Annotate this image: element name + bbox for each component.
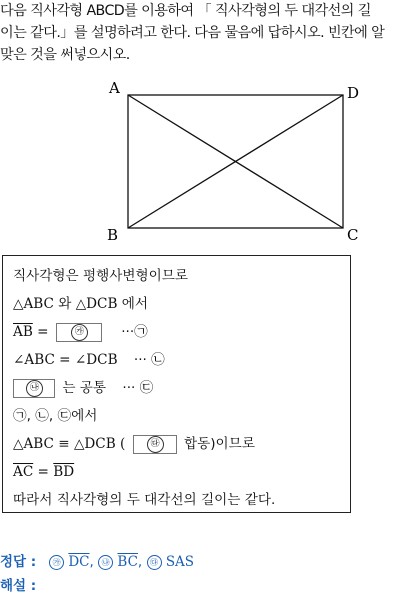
proof-text-1: 직사각형은 평행사변형이므로 <box>13 268 189 284</box>
equals-sign: = <box>37 324 49 340</box>
segment-ab: $\overline{AB}$ <box>13 324 33 340</box>
proof-line-8 <box>13 458 350 486</box>
vertex-a: A <box>109 80 120 97</box>
congruence-suffix: 합동)이므로 <box>183 436 255 452</box>
conclusion-text: 따라서 직사각형의 두 대각선의 길이는 같다. <box>13 492 276 508</box>
problem-statement <box>0 0 400 66</box>
blank-ga[interactable] <box>56 323 102 342</box>
common-text: 는 공통 <box>62 380 107 396</box>
vertex-b: B <box>107 226 119 244</box>
proof-text-6: ㉠, ㉡, ㉢에서 <box>13 408 98 424</box>
blank-ga-marker: ㉮ <box>71 324 88 341</box>
problem-line-1: 다음 직사각형 ABCD를 이용하여 「 직사각형의 두 대각선의 길 <box>0 3 371 19</box>
blank-da-marker: ㉰ <box>147 436 164 453</box>
proof-box <box>2 255 351 513</box>
ref-2: ··· ㉡ <box>133 352 165 368</box>
problem-line-2: 이는 같다.」를 설명하려고 한다. 다음 물음에 답하시오. 빈칸에 알 <box>0 25 385 41</box>
answer-value-1: $\overline{DC}$ <box>68 554 90 570</box>
angle-equation: ∠ABC = ∠DCB <box>13 352 118 368</box>
problem-line-3: 맞은 것을 써넣으시오. <box>0 47 130 63</box>
proof-line-3 <box>13 318 350 346</box>
proof-line-4 <box>13 346 350 374</box>
blank-na-marker: ㉯ <box>26 380 43 397</box>
blank-na[interactable] <box>13 379 55 398</box>
proof-line-6 <box>13 402 350 430</box>
ref-1: ···㉠ <box>121 324 148 340</box>
vertex-c: C <box>347 226 359 244</box>
blank-da[interactable] <box>133 435 177 454</box>
segment-ac: $\overline{AC}$ <box>13 464 34 480</box>
answer-marker-3: ㉰ <box>147 555 162 570</box>
answer-marker-2: ㉯ <box>98 555 113 570</box>
answer-section: 정답 : ㉮ $\overline{DC}$, ㉯ $\overline{BC}$, ㉰ SAS <box>0 554 195 570</box>
answer-value-3: SAS <box>165 554 195 570</box>
equals-sign-2: = <box>37 464 49 480</box>
answer-marker-1: ㉮ <box>49 555 64 570</box>
proof-line-2 <box>13 290 350 318</box>
proof-line-5 <box>13 374 350 402</box>
congruence-text: △ABC ≡ △DCB ( <box>13 436 126 452</box>
proof-line-1 <box>13 262 350 290</box>
proof-line-7 <box>13 430 350 458</box>
explanation-label: 해설 : <box>0 578 37 594</box>
answer-value-2: $\overline{BC}$ <box>117 554 138 570</box>
proof-text-2: △ABC 와 △DCB 에서 <box>13 296 149 312</box>
ref-3: ··· ㉢ <box>122 380 154 396</box>
proof-line-9 <box>13 486 350 514</box>
rectangle-figure <box>104 80 364 245</box>
answer-label: 정답 : <box>0 554 37 570</box>
vertex-d: D <box>347 84 360 102</box>
segment-bd: $\overline{BD}$ <box>53 464 75 480</box>
